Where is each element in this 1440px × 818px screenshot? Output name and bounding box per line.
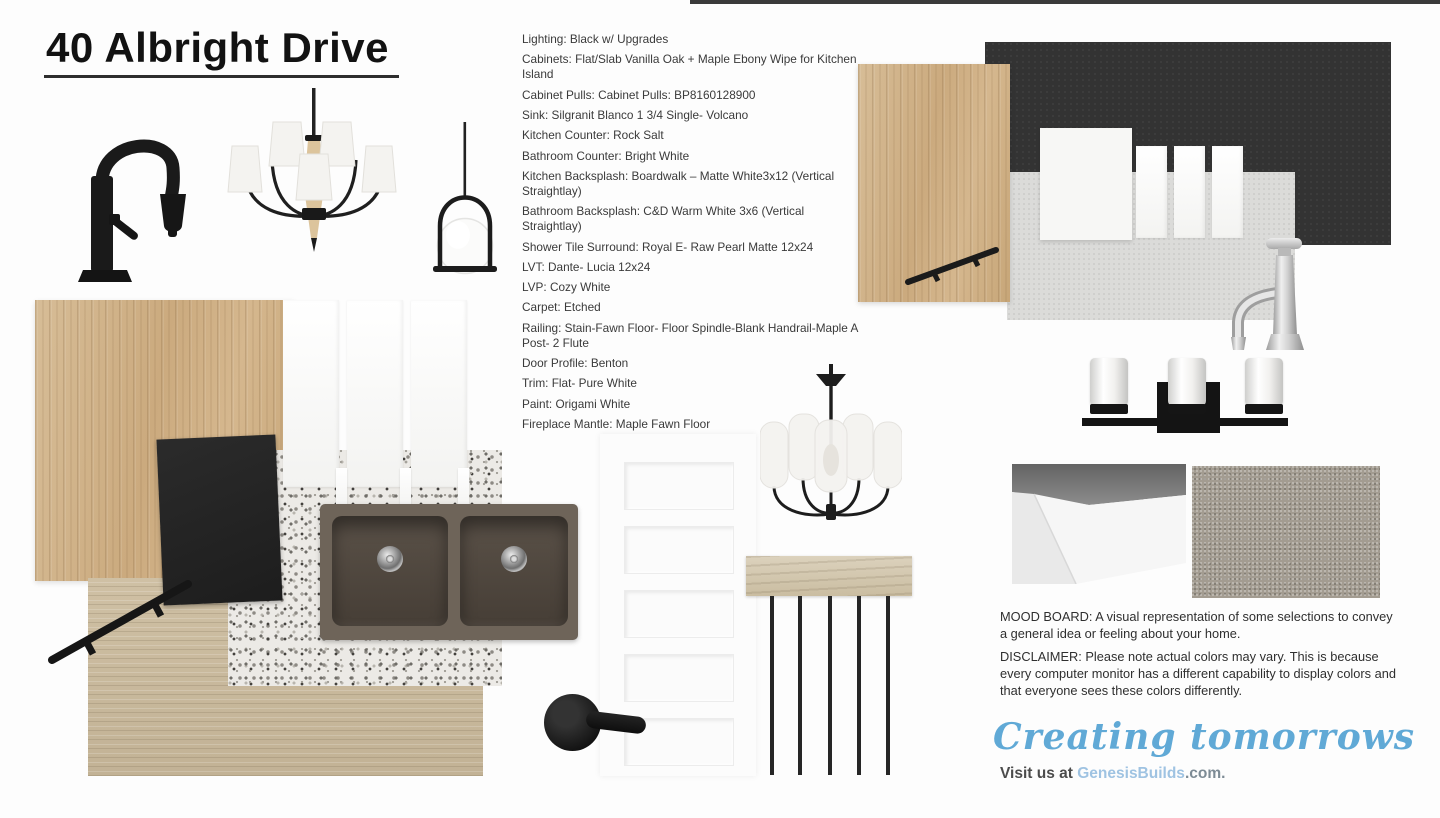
backsplash-tile <box>1136 146 1167 238</box>
backsplash-tile <box>1212 146 1243 238</box>
bathroom-counter-swatch <box>1040 128 1132 240</box>
bathroom-faucet-image <box>1222 238 1310 356</box>
site-suffix: .com. <box>1184 765 1226 782</box>
backsplash-tile <box>1174 146 1205 238</box>
vanity-light-socket <box>1090 404 1128 414</box>
spec-item: Kitchen Backsplash: Boardwalk – Matte White3x12 (Vertical Straightlay) <box>522 168 835 198</box>
door-panel <box>624 654 734 702</box>
site-link[interactable]: GenesisBuilds <box>1077 765 1185 782</box>
mood-board-note: MOOD BOARD: A visual representation of some selections to convey a general idea or feeling about your home. <box>1000 609 1393 641</box>
handrail-wood <box>746 556 912 596</box>
backsplash-tile <box>283 300 339 487</box>
visit-prefix: Visit us at <box>1000 765 1078 782</box>
spec-item: Trim: Flat- Pure White <box>522 376 637 391</box>
disclaimer-note: DISCLAIMER: Please note actual colors may vary. This is because every computer monitor has a different capability to display colors and that everyone sees these colors differently. <box>1000 649 1396 698</box>
cabinet-pull-small-image <box>900 240 1004 288</box>
vanity-light-socket <box>1168 404 1206 414</box>
vanity-light-bar <box>1082 418 1288 426</box>
pendant-light-image <box>432 122 498 297</box>
railing-spindle <box>828 596 832 775</box>
spec-item: Bathroom Counter: Bright White <box>522 148 690 163</box>
railing-spindle <box>770 596 774 775</box>
spec-item: Lighting: Black w/ Upgrades <box>522 32 669 46</box>
vanity-light-shade <box>1168 358 1206 406</box>
door-panel <box>624 590 734 638</box>
kitchen-backsplash-tiles <box>283 300 467 487</box>
door-panel <box>624 462 734 510</box>
spec-item: Bathroom Backsplash: C&D Warm White 3x6 (Vertical Straightlay) <box>522 204 805 234</box>
page-title: 40 Albright Drive <box>44 24 399 78</box>
shade-chandelier-image <box>222 88 407 260</box>
spec-item: Carpet: Etched <box>522 300 601 315</box>
top-edge-divider <box>690 0 1440 4</box>
sink-strainer-icon <box>501 546 527 572</box>
spec-item: Cabinets: Flat/Slab Vanilla Oak + Maple Ebony Wipe for Kitchen Island <box>522 52 857 82</box>
railing-spindle <box>857 596 861 775</box>
cabinet-pull-image <box>42 572 197 670</box>
kitchen-sink-image <box>320 504 578 640</box>
railing-spindle <box>886 596 890 775</box>
spec-item: Paint: Origami White <box>522 396 631 411</box>
brand-tagline: Creating tomorrows <box>993 716 1415 758</box>
spec-item: Fireplace Mantle: Maple Fawn Floor <box>522 416 711 431</box>
backsplash-tile <box>411 300 467 487</box>
spec-list <box>522 32 858 437</box>
spec-item: Railing: Stain-Fawn Floor- Floor Spindle-Blank Handrail-Maple A Post- 2 Flute <box>522 320 858 350</box>
spec-item: Cabinet Pulls: Cabinet Pulls: BP8160128900 <box>522 87 756 102</box>
spec-item: Sink: Silgranit Blanco 1 3/4 Single- Volcano <box>522 107 749 122</box>
spec-item: LVT: Dante- Lucia 12x24 <box>522 259 651 274</box>
backsplash-tile <box>347 300 403 487</box>
spec-item: LVP: Cozy White <box>522 280 611 295</box>
vanity-light-socket <box>1245 404 1283 414</box>
railing-spindle <box>798 596 802 775</box>
spec-item: Kitchen Counter: Rock Salt <box>522 128 664 143</box>
vanity-light-shade <box>1245 358 1283 406</box>
trim-baseboard-image <box>1012 464 1186 584</box>
visit-line <box>1000 765 1225 783</box>
door-panel <box>624 526 734 574</box>
carpet-swatch <box>1192 466 1380 598</box>
spec-item: Shower Tile Surround: Royal E- Raw Pearl Matte 12x24 <box>522 239 814 254</box>
vanity-light-shade <box>1090 358 1128 406</box>
sink-strainer-icon <box>377 546 403 572</box>
vanity-light-image <box>1082 356 1288 436</box>
bathroom-backsplash-tiles <box>1136 146 1250 238</box>
railing-image <box>746 556 912 776</box>
kitchen-faucet-image <box>55 118 205 286</box>
spec-item: Door Profile: Benton <box>522 356 629 371</box>
